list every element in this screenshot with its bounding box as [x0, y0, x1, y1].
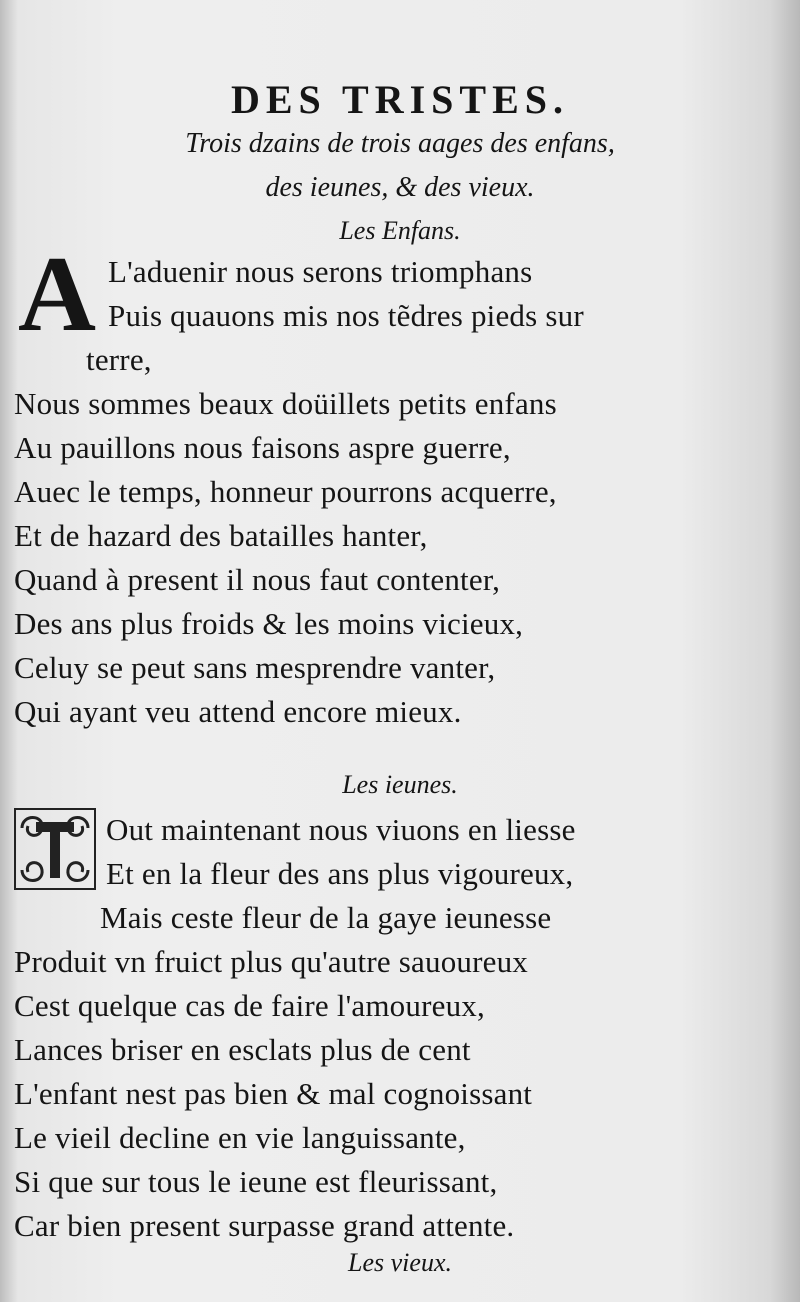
ornamental-drop-cap [14, 808, 96, 890]
drop-cap-a: A [18, 235, 96, 354]
verse-line: Celuy se peut sans mesprendre vanter, [14, 650, 496, 685]
subtitle-line-1: Trois dzains de trois aages des enfans, [185, 128, 615, 159]
verse-line: Et de hazard des batailles hanter, [14, 518, 428, 553]
verse-line: Puis quauons mis nos tẽdres pieds sur [108, 298, 584, 333]
verse-line: Le vieil decline en vie languissante, [14, 1120, 466, 1155]
verse-line: Auec le temps, honneur pourrons acquerre, [14, 474, 557, 509]
page-title: DES TRISTES. [230, 77, 570, 122]
verse-line: Si que sur tous le ieune est fleurissant, [14, 1164, 498, 1199]
verse-line: Out maintenant nous viuons en liesse [106, 812, 576, 847]
verse-line: Des ans plus froids & les moins vicieux, [14, 606, 524, 641]
section-heading-vieux: Les vieux. [348, 1248, 452, 1277]
verse-line: Au pauillons nous faisons aspre guerre, [14, 430, 511, 465]
verse-line: Et en la fleur des ans plus vigoureux, [106, 856, 574, 891]
subtitle-line-2: des ieunes, & des vieux. [265, 172, 535, 203]
verse-line: Produit vn fruict plus qu'autre sauoureux [14, 944, 528, 979]
verse-line: L'enfant nest pas bien & mal cognoissant [14, 1076, 533, 1111]
section-heading-enfans: Les Enfans. [339, 216, 461, 245]
verse-line: terre, [86, 342, 152, 377]
verse-line: Lances briser en esclats plus de cent [14, 1032, 471, 1067]
verse-line: Qui ayant veu attend encore mieux. [14, 694, 462, 729]
verse-line: Car bien present surpasse grand attente. [14, 1208, 515, 1243]
verse-line: Nous sommes beaux doüillets petits enfans [14, 386, 557, 421]
verse-line: L'aduenir nous serons triomphans [108, 254, 533, 289]
verse-line: Mais ceste fleur de la gaye ieunesse [100, 900, 552, 935]
verse-line: Quand à present il nous faut contenter, [14, 562, 501, 597]
verse-line: Cest quelque cas de faire l'amoureux, [14, 988, 485, 1023]
section-heading-ieunes: Les ieunes. [342, 770, 458, 799]
